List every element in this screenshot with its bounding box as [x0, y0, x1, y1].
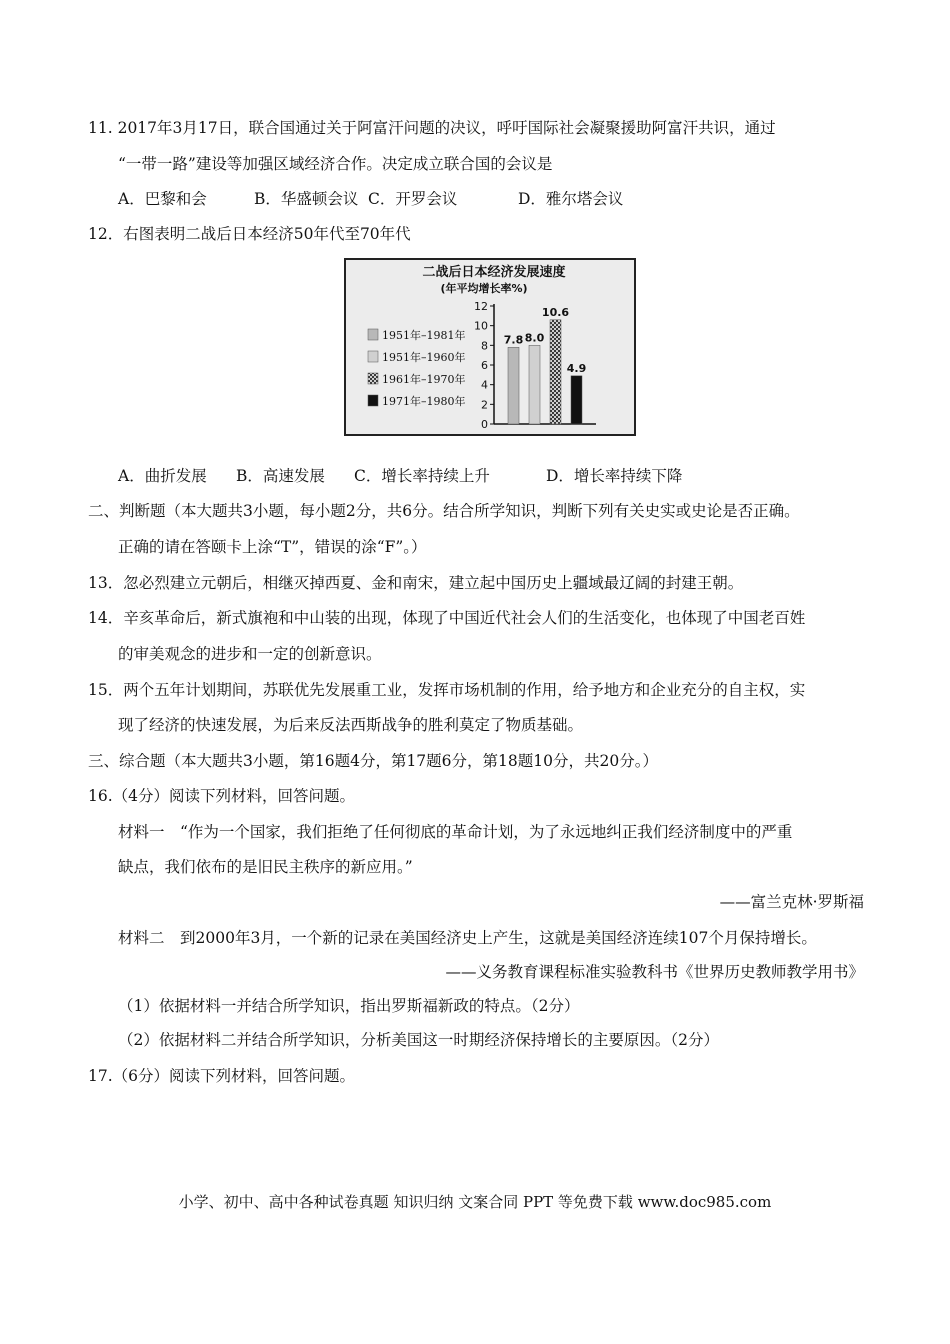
- q16-material1-source: ——富兰克林·罗斯福: [719, 893, 864, 911]
- y-tick-label: 4: [481, 378, 488, 392]
- q11-option-b: B．华盛顿会议: [254, 190, 359, 208]
- japan-economy-chart: [344, 258, 636, 436]
- q16-material1-line2: 缺点，我们依布的是旧民主秩序的新应用。”: [118, 858, 413, 876]
- q13-line1: 13．忽必烈建立元朝后，相继灭掉西夏、金和南宋，建立起中国历史上疆域最辽阔的封建王朝。: [88, 574, 744, 592]
- q12-option-a: A．曲折发展: [118, 467, 207, 485]
- section2-heading-cont: 正确的请在答颐卡上涂“T”，错误的涂“F”。）: [118, 538, 427, 556]
- q12-option-c: C．增长率持续上升: [354, 467, 490, 485]
- bar: [550, 320, 561, 424]
- q11-option-d: D．雅尔塔会议: [518, 190, 624, 208]
- legend-swatch: [368, 373, 378, 384]
- q16-sub2: （2）依据材料二并结合所学知识，分析美国这一时期经济保持增长的主要原因。（2分）: [118, 1031, 719, 1049]
- section3-heading: 三、综合题（本大题共3小题，第16题4分，第17题6分，第18题10分，共20分。）: [88, 752, 658, 770]
- q12-options: [118, 466, 682, 486]
- legend-swatch: [368, 395, 378, 406]
- bar-data-label: 10.6: [541, 305, 570, 319]
- y-tick-label: 8: [481, 339, 488, 353]
- q11-option-a: A．巴黎和会: [118, 190, 207, 208]
- legend-swatch: [368, 351, 378, 362]
- page-footer: 小学、初中、高中各种试卷真题 知识归纳 文案合同 PPT 等免费下载 www.doc985.com: [178, 1193, 772, 1211]
- bar-data-label: 8.0: [524, 331, 545, 345]
- q11-line2: “一带一路”建设等加强区域经济合作。决定成立联合国的会议是: [118, 155, 553, 173]
- q11-option-c: C．开罗会议: [368, 190, 458, 208]
- q16-material2-line1: 材料二 到2000年3月，一个新的记录在美国经济史上产生，这就是美国经济连续107个月保持增长。: [118, 929, 817, 947]
- bar-chart: [344, 258, 636, 436]
- bar: [508, 347, 519, 424]
- q16-material1-line1: 材料一 “作为一个国家，我们拒绝了任何彻底的革命计划，为了永远地纠正我们经济制度中的严重: [118, 823, 793, 841]
- q11-line1: 11. 2017年3月17日，联合国通过关于阿富汗问题的决议，呼吁国际社会凝聚援助阿富汗共识，通过: [88, 119, 776, 137]
- y-tick-label: 10: [474, 319, 488, 333]
- q16-line1: 16.（4分）阅读下列材料，回答问题。: [88, 787, 356, 805]
- section2-heading: 二、判断题（本大题共3小题，每小题2分，共6分。结合所学知识，判断下列有关史实或史论是否正确。: [88, 502, 800, 520]
- legend-swatch: [368, 329, 378, 340]
- q12-option-b: B．高速发展: [236, 467, 325, 485]
- q11-options: [118, 189, 623, 209]
- y-tick-label: 0: [481, 418, 488, 431]
- q16-material2-source: ——义务教育课程标准实验教科书《世界历史教师教学用书》: [445, 963, 864, 981]
- legend-label: 1951年–1960年: [382, 351, 466, 364]
- chart-title: 二战后日本经济发展速度: [422, 265, 566, 280]
- q14-line2: 的审美观念的进步和一定的创新意识。: [118, 645, 382, 663]
- legend-label: 1971年–1980年: [382, 395, 466, 408]
- q14-line1: 14．辛亥革命后，新式旗袍和中山装的出现，体现了中国近代社会人们的生活变化，也体现了中国老百姓: [88, 609, 806, 627]
- q15-line2: 现了经济的快速发展，为后来反法西斯战争的胜利莫定了物质基础。: [118, 716, 584, 734]
- y-tick-label: 2: [481, 398, 488, 412]
- bar-data-label: 7.8: [503, 333, 524, 347]
- y-tick-label: 6: [481, 359, 488, 372]
- q15-line1: 15．两个五年计划期间，苏联优先发展重工业，发挥市场机制的作用，给予地方和企业充分的自主权，实: [88, 681, 806, 699]
- chart-ylabel: (年平均增长率%): [440, 282, 528, 295]
- q17-line1: 17.（6分）阅读下列材料，回答问题。: [88, 1067, 356, 1085]
- q12-option-d: D．增长率持续下降: [546, 467, 683, 485]
- q16-sub1: （1）依据材料一并结合所学知识，指出罗斯福新政的特点。（2分）: [118, 997, 580, 1015]
- y-tick-label: 12: [474, 300, 488, 313]
- legend-label: 1951年–1981年: [382, 329, 466, 342]
- bar-data-label: 4.9: [566, 361, 587, 375]
- legend-label: 1961年–1970年: [382, 373, 466, 386]
- bar: [529, 345, 540, 424]
- bar: [571, 376, 582, 424]
- q12-line1: 12．右图表明二战后日本经济50年代至70年代: [88, 225, 411, 243]
